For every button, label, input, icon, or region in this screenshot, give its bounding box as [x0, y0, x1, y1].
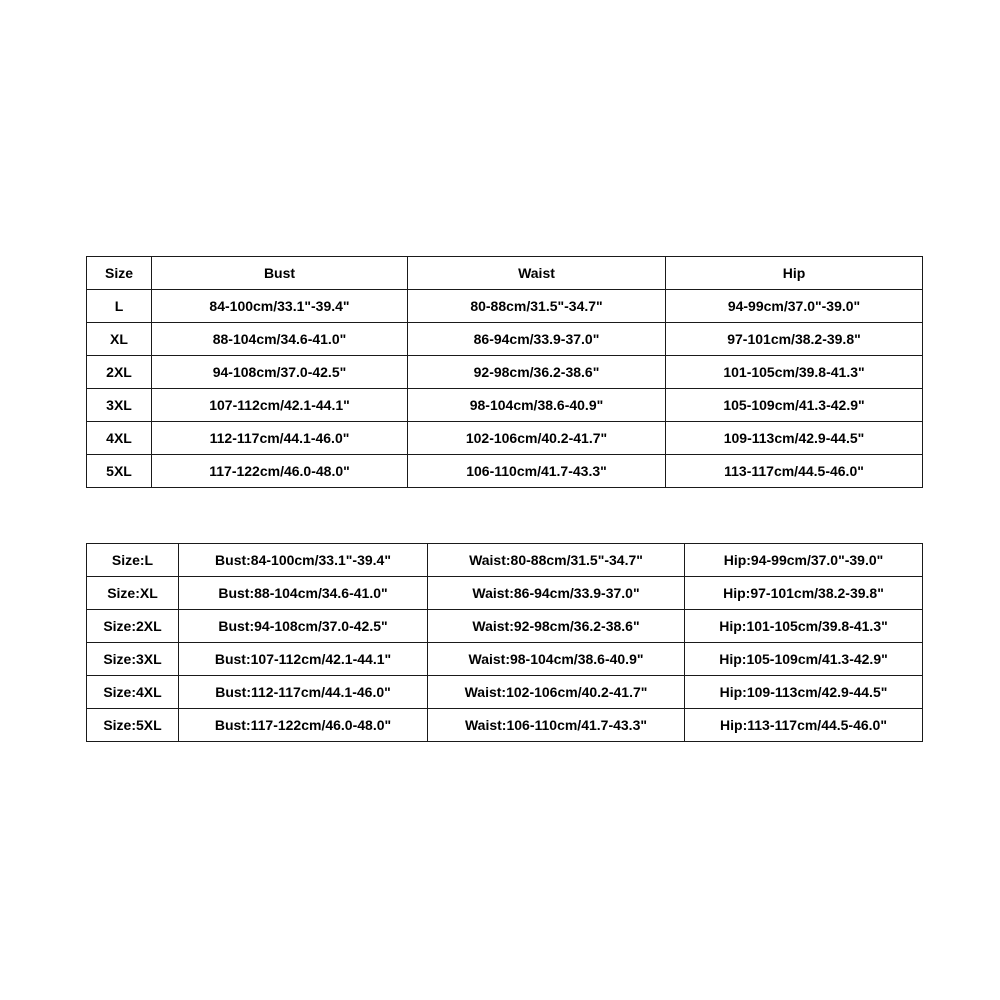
- bust-cell: 117-122cm/46.0-48.0": [152, 455, 408, 488]
- bust-cell: 88-104cm/34.6-41.0": [152, 323, 408, 356]
- hip-cell: Hip:113-117cm/44.5-46.0": [685, 709, 923, 742]
- bust-cell: 84-100cm/33.1"-39.4": [152, 290, 408, 323]
- size-label-table: [86, 543, 923, 742]
- hip-cell: Hip:105-109cm/41.3-42.9": [685, 643, 923, 676]
- header-hip: Hip: [666, 257, 923, 290]
- hip-cell: 105-109cm/41.3-42.9": [666, 389, 923, 422]
- table-row: [87, 323, 923, 356]
- size-cell: 5XL: [87, 455, 152, 488]
- table-row: [87, 290, 923, 323]
- table-header-row: [87, 257, 923, 290]
- waist-cell: Waist:102-106cm/40.2-41.7": [428, 676, 685, 709]
- hip-cell: Hip:109-113cm/42.9-44.5": [685, 676, 923, 709]
- hip-cell: 109-113cm/42.9-44.5": [666, 422, 923, 455]
- size-cell: 3XL: [87, 389, 152, 422]
- waist-cell: 80-88cm/31.5"-34.7": [408, 290, 666, 323]
- waist-cell: Waist:86-94cm/33.9-37.0": [428, 577, 685, 610]
- hip-cell: Hip:101-105cm/39.8-41.3": [685, 610, 923, 643]
- table-row: [87, 422, 923, 455]
- hip-cell: 113-117cm/44.5-46.0": [666, 455, 923, 488]
- bust-cell: Bust:84-100cm/33.1"-39.4": [179, 544, 428, 577]
- bust-cell: 112-117cm/44.1-46.0": [152, 422, 408, 455]
- bust-cell: Bust:117-122cm/46.0-48.0": [179, 709, 428, 742]
- hip-cell: Hip:94-99cm/37.0"-39.0": [685, 544, 923, 577]
- hip-cell: 101-105cm/39.8-41.3": [666, 356, 923, 389]
- table-row: [87, 389, 923, 422]
- size-chart-table: [86, 256, 923, 488]
- bust-cell: Bust:88-104cm/34.6-41.0": [179, 577, 428, 610]
- waist-cell: Waist:80-88cm/31.5"-34.7": [428, 544, 685, 577]
- waist-cell: Waist:92-98cm/36.2-38.6": [428, 610, 685, 643]
- header-bust: Bust: [152, 257, 408, 290]
- table-row: [87, 643, 923, 676]
- size-cell: 2XL: [87, 356, 152, 389]
- size-cell: Size:5XL: [87, 709, 179, 742]
- size-cell: 4XL: [87, 422, 152, 455]
- bust-cell: 107-112cm/42.1-44.1": [152, 389, 408, 422]
- waist-cell: Waist:106-110cm/41.7-43.3": [428, 709, 685, 742]
- waist-cell: 102-106cm/40.2-41.7": [408, 422, 666, 455]
- size-cell: Size:2XL: [87, 610, 179, 643]
- table-row: [87, 544, 923, 577]
- hip-cell: Hip:97-101cm/38.2-39.8": [685, 577, 923, 610]
- table-row: [87, 356, 923, 389]
- table-row: [87, 676, 923, 709]
- bust-cell: Bust:94-108cm/37.0-42.5": [179, 610, 428, 643]
- size-cell: Size:3XL: [87, 643, 179, 676]
- hip-cell: 94-99cm/37.0"-39.0": [666, 290, 923, 323]
- bust-cell: 94-108cm/37.0-42.5": [152, 356, 408, 389]
- table-row: [87, 709, 923, 742]
- waist-cell: 106-110cm/41.7-43.3": [408, 455, 666, 488]
- table-row: [87, 577, 923, 610]
- waist-cell: 86-94cm/33.9-37.0": [408, 323, 666, 356]
- waist-cell: 92-98cm/36.2-38.6": [408, 356, 666, 389]
- header-size: Size: [87, 257, 152, 290]
- size-cell: Size:XL: [87, 577, 179, 610]
- size-cell: L: [87, 290, 152, 323]
- waist-cell: Waist:98-104cm/38.6-40.9": [428, 643, 685, 676]
- size-cell: Size:L: [87, 544, 179, 577]
- bust-cell: Bust:112-117cm/44.1-46.0": [179, 676, 428, 709]
- header-waist: Waist: [408, 257, 666, 290]
- table-row: [87, 610, 923, 643]
- hip-cell: 97-101cm/38.2-39.8": [666, 323, 923, 356]
- bust-cell: Bust:107-112cm/42.1-44.1": [179, 643, 428, 676]
- size-cell: Size:4XL: [87, 676, 179, 709]
- size-cell: XL: [87, 323, 152, 356]
- table-row: [87, 455, 923, 488]
- waist-cell: 98-104cm/38.6-40.9": [408, 389, 666, 422]
